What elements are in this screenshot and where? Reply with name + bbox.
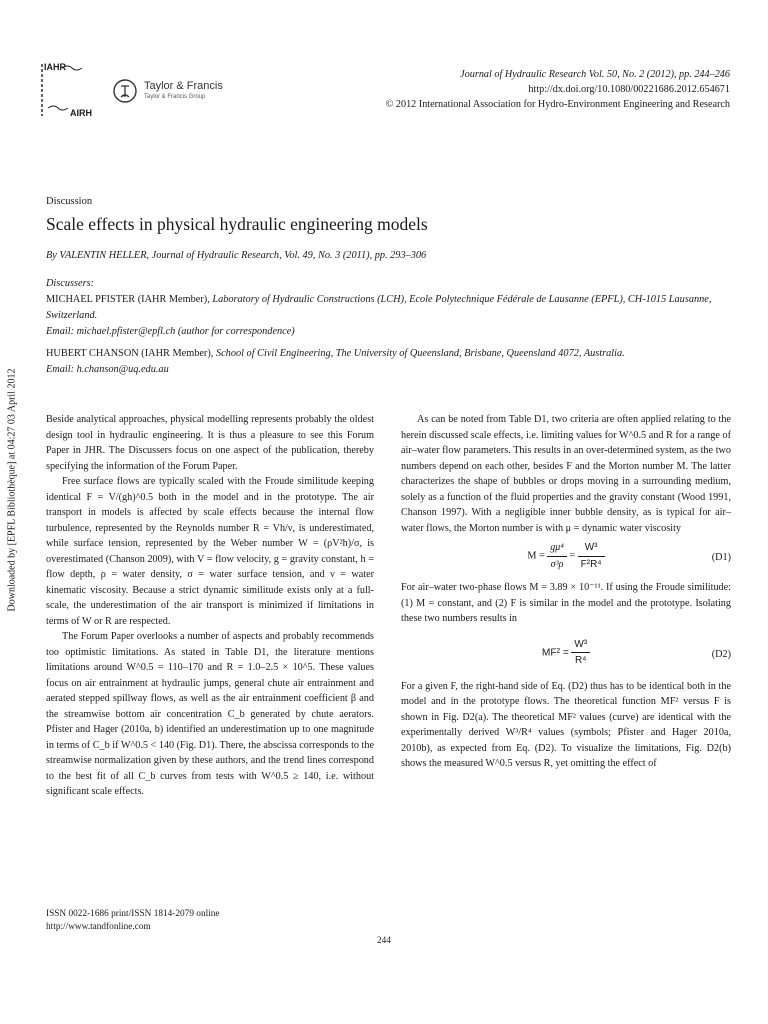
byline: By VALENTIN HELLER, Journal of Hydraulic Research, Vol. 49, No. 3 (2011), pp. 293–306 xyxy=(46,250,427,261)
tf-emblem-icon xyxy=(112,78,138,104)
iahr-text: IAHR xyxy=(44,62,66,72)
page-number: 244 xyxy=(377,936,391,946)
paragraph: Free surface flows are typically scaled with the Froude similitude keeping identical F = V/(gh)^0.5 both in the model and in the prototype. The air transport in models is affected by scale effects because the internal flow turbulence, represented by the Reynolds number R = Vh/ν, is underestimated, while surface tension, represented by the Weber number W = (ρV²h)/σ, is overestimated (Chanson 2009), with V = flow velocity, g = gravity constant, h = flow depth, ρ = water density, σ = water surface tension, and ν = water kinematic viscosity. Because a strict dynamic similitude exists only at a full-scale, the underestimation of the air transport is minimized if limitations in terms of W or R are respected. xyxy=(46,476,374,627)
paragraph: Beside analytical approaches, physical modelling represents probably the oldest design tool in hydraulic engineering. It is thus a pleasure to see this Forum Paper in JHR. The Discussers focus on one aspect of the publication, thereby specifying the information of the Forum Paper. xyxy=(46,414,374,472)
paragraph: For a given F, the right-hand side of Eq. (D2) thus has to be identical both in the model and in the prototype flows. The theoretical function MF² versus F is shown in Fig. D2(a). The theoretical MF² values (curve) are identical with the experimentally derived W³/R⁴ values (symbols; Pfister and Hager 2010a, 2010b), as expected from Eq. (D2). To visualize the limitations, Fig. D2(b) shows the measured W^0.5 versus R, yet omitting the effect of xyxy=(401,680,731,769)
taylor-francis-logo xyxy=(112,78,242,108)
right-column xyxy=(401,412,731,772)
journal-citation: Journal of Hydraulic Research Vol. 50, No. 2 (2012), pp. 244–246 xyxy=(460,69,730,80)
equation-number: (D2) xyxy=(711,648,731,660)
left-column xyxy=(46,412,374,800)
discusser-email: Email: michael.pfister@epfl.ch (author for correspondence) xyxy=(46,326,295,337)
paragraph: As can be noted from Table D1, two criteria are often applied relating to the herein discussed scale effects, i.e. limiting values for W^0.5 and R for a range of air–water flow parameters. This results in an over-determined system, as the two numbers depend on each other, besides F and the Morton number M. The latter characterizes the shape of bubbles or drops moving in a surrounding medium, solely as a function of the fluid properties and the gravity constant (Wood 1991, Chanson 1997). With a negligible inner bubble density, as is typical for air–water flows, the Morton number is with μ = dynamic water viscosity xyxy=(401,414,731,534)
download-watermark: Downloaded by [EPFL Bibliothèque] at 04:27 03 April 2012 xyxy=(6,368,18,612)
discusser-pfister xyxy=(46,292,736,324)
tf-group: Taylor & Francis Group xyxy=(144,94,206,100)
section-label: Discussion xyxy=(46,196,93,207)
discusser-affiliation: Laboratory of Hydraulic Constructions (LCH), Ecole Polytechnique Fédérale de Lausanne (EPFL), CH-1015 Lausanne, Switzerland. xyxy=(46,294,712,321)
journal-doi: http://dx.doi.org/10.1080/00221686.2012.654671 xyxy=(528,84,730,95)
footer-issn: ISSN 0022-1686 print/ISSN 1814-2079 online http://www.tandfonline.com xyxy=(46,909,220,932)
discusser-chanson xyxy=(46,346,736,378)
equation-number: (D1) xyxy=(711,552,731,563)
discussers-block xyxy=(46,276,736,340)
airh-text: AIRH xyxy=(70,108,92,118)
journal-copyright: © 2012 International Association for Hydro-Environment Engineering and Research xyxy=(385,99,730,110)
iahr-logo xyxy=(40,58,104,122)
discusser-name: MICHAEL PFISTER (IAHR Member), xyxy=(46,294,213,305)
equation-d2: MF² = $\frac{\text{W³}}{\text{R⁴}}$ (D2) xyxy=(541,638,731,666)
footer-url: http://www.tandfonline.com xyxy=(46,922,151,932)
paragraph: The Forum Paper overlooks a number of aspects and probably recommends too optimistic limitations. As stated in Table D1, the literature mentions limitations around W^0.5 = 110–170 and R = 1.0–2.5 × 10^5. These values focus on air entrainment at hydraulic jumps, general chute air entrainment and aerated stepped spillway flows, as well as the air entrainment coefficient β and the streamwise bottom air concentration C_b generated by chute aerators. Pfister and Hager (2010a, b) identified an underestimation up to one magnitude in terms of C_b if W^0.5 < 140 (Fig. D1). There, the abscissa corresponds to the streamwise normalization given by these authors, and the trend lines correspond to the best fit of all C_b curves from tests with W^0.5 ≥ 140, i.e. without significant scale effects. xyxy=(46,631,374,797)
article-title: Scale effects in physical hydraulic engineering models xyxy=(46,214,428,234)
discusser-name: HUBERT CHANSON (IAHR Member), xyxy=(46,348,216,359)
discusser-email: Email: h.chanson@uq.edu.au xyxy=(46,364,169,375)
discussers-heading: Discussers: xyxy=(46,278,95,289)
discusser-affiliation: School of Civil Engineering, The University of Queensland, Brisbane, Queensland 4072, Australia. xyxy=(215,348,625,359)
tf-name: Taylor & Francis xyxy=(144,80,223,92)
paragraph: For air–water two-phase flows M = 3.89 × 10⁻¹¹. If using the Froude similitude: (1) M = constant, and (2) F is similar in the model and the prototype. Isolating these two numbers results in xyxy=(401,582,731,624)
equation-d1: M = $\frac{\text{gμ⁴}}{\text{σ³ρ}}$ = $\frac{\text{W³}}{\text{F²R⁴}}$ (D1) xyxy=(527,542,731,570)
